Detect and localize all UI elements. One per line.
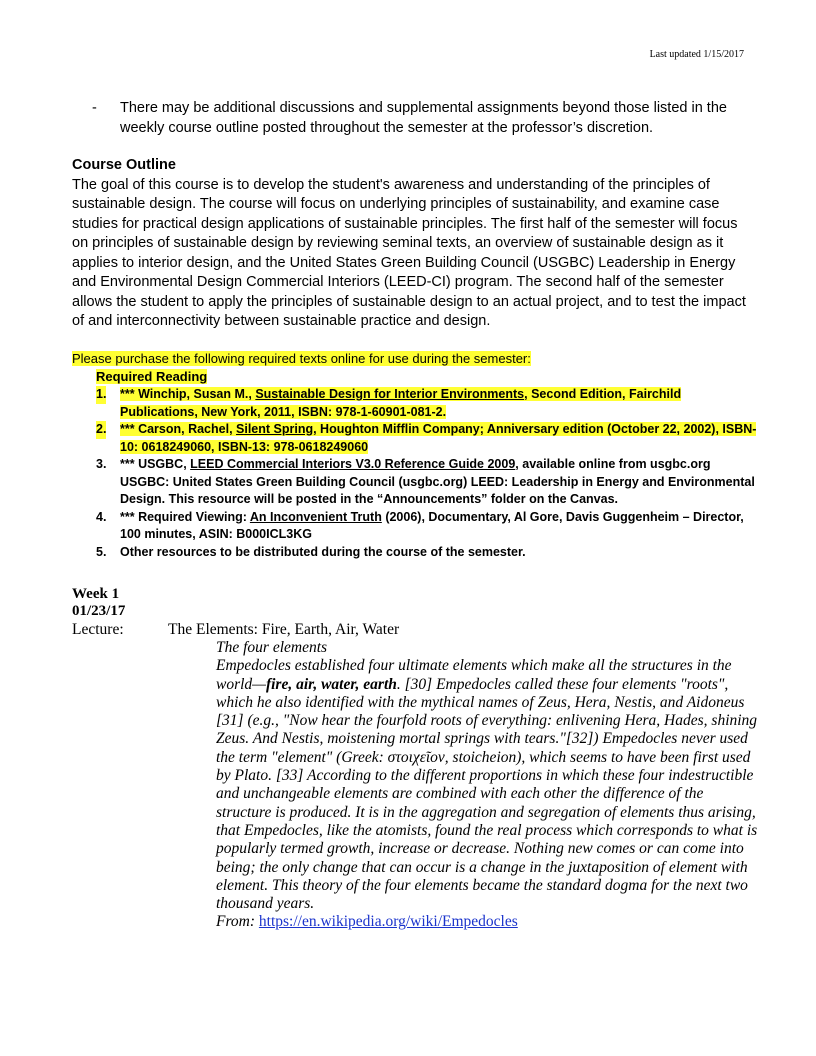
lecture-notes <box>216 639 762 932</box>
reading-item-1 <box>72 386 762 421</box>
reading-item-number: 2. <box>96 421 106 439</box>
reading-item-author: *** Winchip, Susan M., <box>120 387 256 401</box>
source-line <box>216 913 762 931</box>
week-date: 01/23/17 <box>72 603 126 619</box>
reading-item-number: 4. <box>96 509 107 524</box>
reading-item-title: LEED Commercial Interiors V3.0 Reference Guide 2009 <box>190 457 516 471</box>
lecture-subtitle: The four elements <box>216 639 328 656</box>
lecture-row <box>72 620 762 639</box>
lecture-body-start: Empedocles established four ultimate elements which make all the structures in the world— <box>216 657 732 693</box>
course-outline-heading: Course Outline <box>72 157 176 173</box>
lecture-title: The Elements: Fire, Earth, Air, Water <box>168 621 400 638</box>
reading-item-details: , available online from usgbc.org USGBC: United States Green Building Council (usgbc.org) LEED: Leadership in Energy and Environmental Design. This resource will be posted in the “Announcements” folder on the Canvas. <box>120 457 755 506</box>
lecture-body-rest: . [30] Empedocles called these four elements "roots", which he also identified with the mythical names of Zeus, Hera, Nestis, and Aidoneus [31] (e.g., "Now hear the fourfold roots of everything: enlivening Hera, Hades, shining Zeus. And Nestis, moistening mortal springs with tears."[32]) Empedocles never used the term "element" (Greek: στοιχεῖον, stoicheion), which seems to have been first used by Plato. [33] According to the different proportions in which these four indestructible and unchangeable elements are combined with each other the difference of the structure is produced. It is in the aggregation and segregation of elements thus arising, that Empedocles, like the atomists, found the real process which corresponds to what is popularly termed growth, increase or decrease. Nothing new comes or can come into being; the only change that can occur is a change in the juxtaposition of element with element. This theory of the four elements became the standard dogma for the next two thousand years. <box>216 675 758 913</box>
source-label: From: <box>216 913 259 931</box>
reading-item-title: Sustainable Design for Interior Environments <box>255 387 525 401</box>
week-1-section <box>72 586 762 932</box>
source-link[interactable]: https://en.wikipedia.org/wiki/Empedocles <box>258 913 518 931</box>
reading-item-details: , Houghton Mifflin Company; Anniversary edition (October 22, 2002), ISBN-10: 0618249060, ISBN-13: 978-0618249060 <box>120 422 757 454</box>
reading-item-author: *** Carson, Rachel, <box>120 422 237 436</box>
required-reading-heading: Required Reading <box>96 369 208 384</box>
course-outline-paragraph: The goal of this course is to develop the student's awareness and understanding of the principles of sustainable design. The course will focus on underlying principles of sustainability, and examine case studies for practical design applications of sustainable principles. The first half of the semester will focus on principles of sustainable design by reviewing seminal texts, an overview of sustainable design as it applies to interior design, and the United States Green Building Council (USGBC) Leadership in Energy and Environmental Design Commercial Interiors (LEED-CI) program. The second half of the semester allows the student to apply the principles of sustainable design to an actual project, and to test the impact of and interconnectivity between sustainable practice and design. <box>72 176 746 329</box>
required-texts-section <box>72 350 762 561</box>
reading-item-text: Other resources to be distributed during the course of the semester. <box>120 544 526 559</box>
reading-item-3 <box>72 456 762 509</box>
supplemental-note <box>92 98 752 138</box>
reading-item-number: 3. <box>96 457 107 471</box>
lecture-body <box>216 657 762 913</box>
reading-item-2 <box>72 421 762 456</box>
reading-item-4 <box>72 509 762 544</box>
required-reading-list <box>72 386 762 561</box>
last-updated: Last updated 1/15/2017 <box>649 49 744 60</box>
lecture-label: Lecture: <box>72 621 124 638</box>
reading-item-number: 5. <box>96 544 107 559</box>
reading-item-details: , Second Edition, Fairchild Publications, New York, 2011, ISBN: 978-1-60901-081-2. <box>120 387 682 419</box>
bullet-marker: - <box>92 100 97 116</box>
reading-item-5 <box>72 544 762 562</box>
purchase-intro: Please purchase the following required texts online for use during the semester: <box>72 351 531 366</box>
reading-item-author: *** Required Viewing: <box>120 509 250 524</box>
reading-item-title: An Inconvenient Truth <box>249 509 382 524</box>
reading-item-number: 1. <box>96 386 106 404</box>
lecture-elements-bold: fire, air, water, earth <box>265 675 397 693</box>
reading-item-details: (2006), Documentary, Al Gore, Davis Guggenheim – Director, 100 minutes, ASIN: B000ICL3KG <box>120 509 744 541</box>
reading-item-author: *** USGBC, <box>120 457 191 471</box>
reading-item-title: Silent Spring <box>236 422 314 436</box>
course-outline-section <box>72 156 752 332</box>
supplemental-note-text: There may be additional discussions and supplemental assignments beyond those listed in the weekly course outline posted throughout the semester at the professor’s discretion. <box>120 100 727 136</box>
week-label: Week 1 <box>72 586 120 602</box>
